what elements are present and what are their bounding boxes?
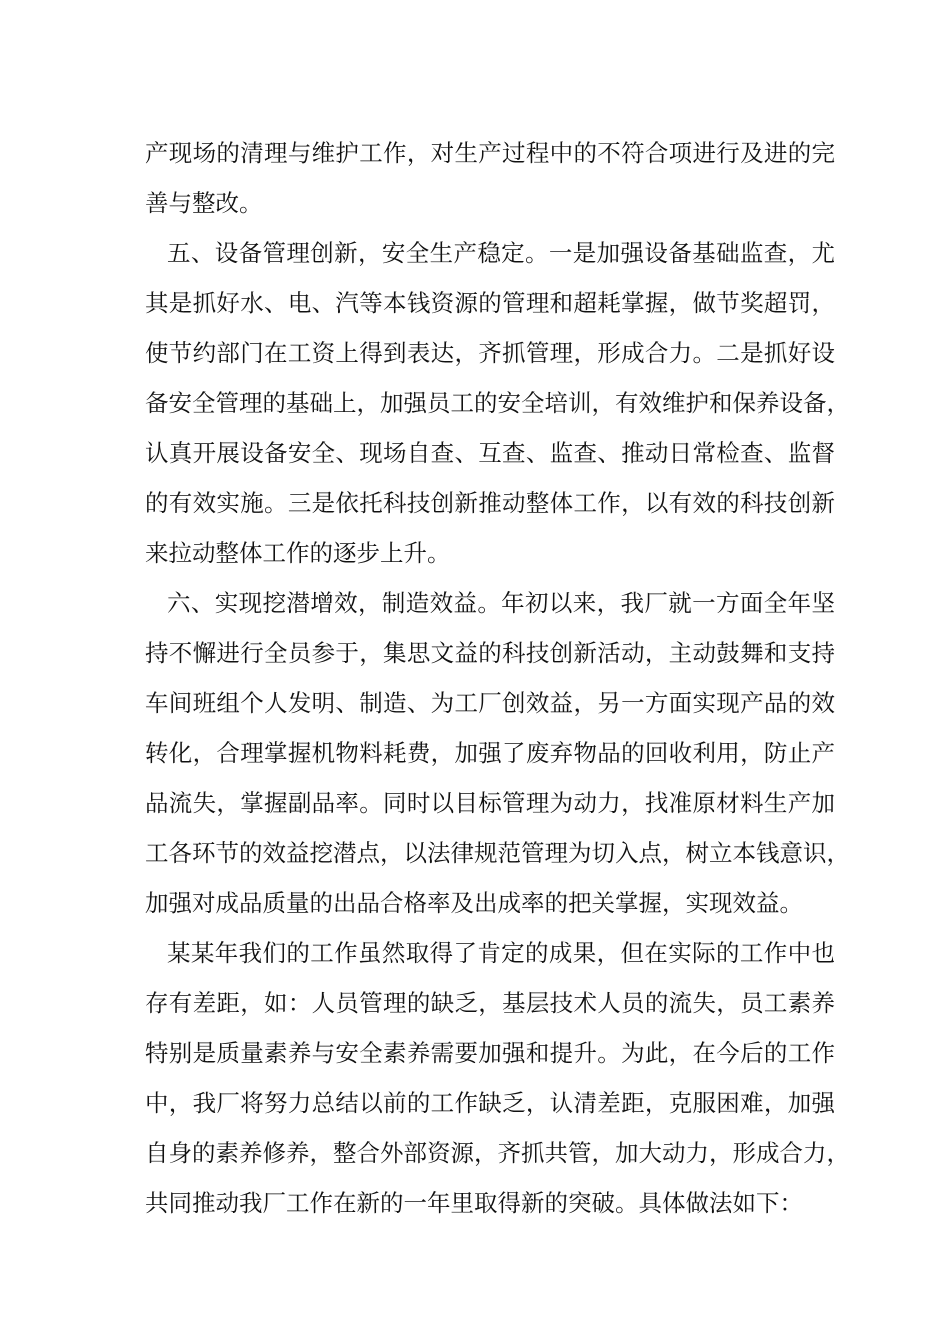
text-line: 的有效实施。三是依托科技创新推动整体工作，以有效的科技创新	[145, 489, 835, 517]
text-line: 持不懈进行全员参于，集思文益的科技创新活动，主动鼓舞和支持	[145, 639, 835, 667]
body-text	[145, 128, 850, 1228]
text-line: 来拉动整体工作的逐步上升。	[145, 539, 451, 567]
text-line: 品流失，掌握副品率。同时以目标管理为动力，找准原材料生产加	[145, 789, 835, 817]
text-line: 车间班组个人发明、制造、为工厂创效益，另一方面实现产品的效	[145, 689, 835, 717]
text-line: 特别是质量素养与安全素养需要加强和提升。为此，在今后的工作	[145, 1039, 835, 1067]
paragraph-start-line: 某某年我们的工作虽然取得了肯定的成果，但在实际的工作中也	[167, 939, 835, 967]
paragraph-heading-line: 五、设备管理创新，安全生产稳定。一是加强设备基础监查，尤	[167, 239, 835, 267]
text-line: 工各环节的效益挖潜点，以法律规范管理为切入点，树立本钱意识，	[145, 839, 850, 867]
text-line: 备安全管理的基础上，加强员工的安全培训，有效维护和保养设备，	[145, 389, 850, 417]
text-line: 认真开展设备安全、现场自查、互查、监查、推动日常检查、监督	[145, 439, 835, 467]
text-line: 其是抓好水、电、汽等本钱资源的管理和超耗掌握，做节奖超罚，	[145, 289, 835, 317]
text-line: 转化，合理掌握机物料耗费，加强了废弃物品的回收利用，防止产	[145, 739, 835, 767]
text-line: 产现场的清理与维护工作，对生产过程中的不符合项进行及进的完	[145, 139, 835, 167]
text-line: 共同推动我厂工作在新的一年里取得新的突破。具体做法如下：	[145, 1189, 803, 1217]
text-line: 善与整改。	[145, 189, 263, 217]
text-line: 使节约部门在工资上得到表达，齐抓管理，形成合力。二是抓好设	[145, 339, 835, 367]
text-line: 自身的素养修养，整合外部资源，齐抓共管，加大动力，形成合力，	[145, 1139, 850, 1167]
text-line: 加强对成品质量的出品合格率及出成率的把关掌握，实现效益。	[145, 889, 803, 917]
text-line: 中，我厂将努力总结以前的工作缺乏，认清差距，克服困难，加强	[145, 1089, 835, 1117]
paragraph-heading-line: 六、实现挖潜增效，制造效益。年初以来，我厂就一方面全年坚	[167, 589, 835, 617]
text-line: 存有差距，如：人员管理的缺乏，基层技术人员的流失，员工素养	[145, 989, 835, 1017]
